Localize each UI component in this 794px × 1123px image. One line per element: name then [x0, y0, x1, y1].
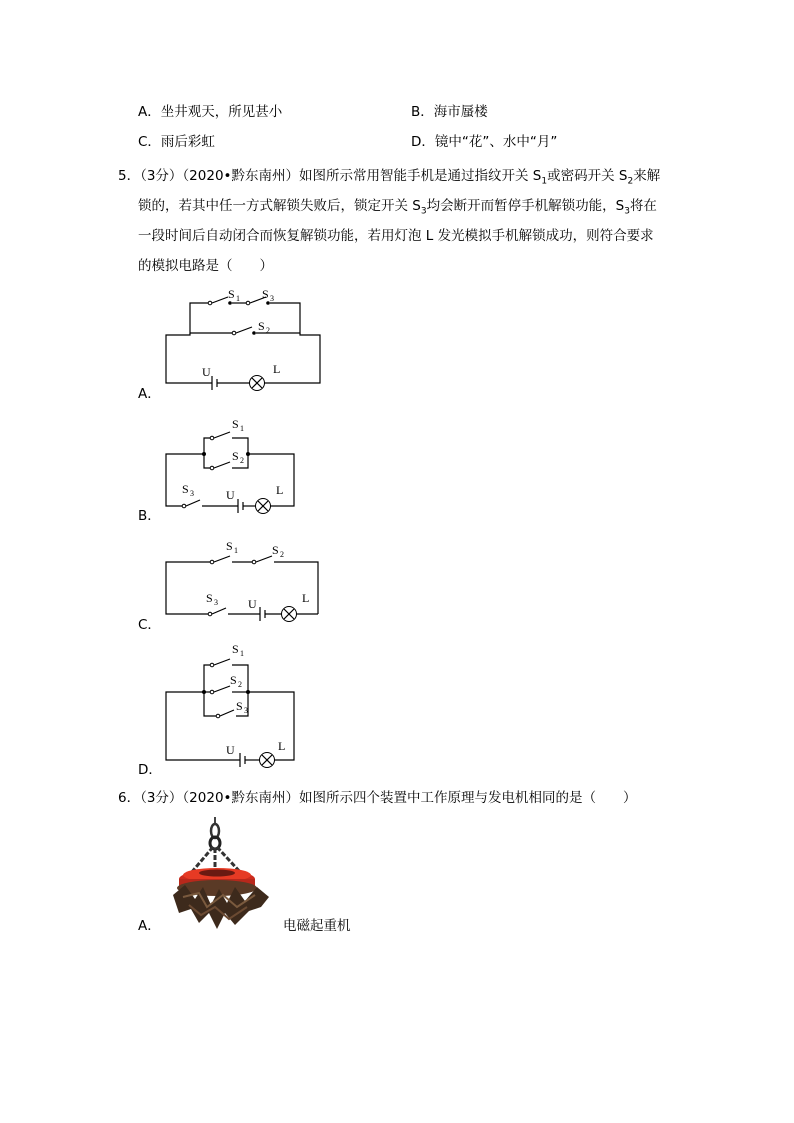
svg-text:2: 2 — [266, 326, 270, 335]
svg-text:3: 3 — [190, 489, 194, 498]
q5-option-c-label: C． — [138, 617, 161, 633]
svg-text:S: S — [230, 673, 237, 687]
svg-text:S: S — [258, 319, 265, 333]
svg-text:S: S — [228, 287, 235, 301]
svg-text:U: U — [226, 743, 235, 757]
svg-text:S: S — [232, 449, 239, 463]
svg-text:1: 1 — [234, 546, 238, 555]
q5-stem-line2: 锁的，若其中任一方式解锁失败后，锁定开关 $S_3$均会断开而暂停手机解锁功能，$S_3$将在 — [138, 198, 657, 217]
q5-option-d-label: D． — [138, 762, 162, 778]
svg-text:1: 1 — [236, 294, 240, 303]
svg-text:S: S — [182, 482, 189, 496]
q4-option-c: C．雨后彩虹 — [138, 134, 215, 150]
q4-option-b: B．海市蜃楼 — [411, 104, 488, 120]
q5-stem-line1: 5．（3分）（2020•黔东南州）如图所示常用智能手机是通过指纹开关 $S_1$或密码开关 $S_2$来解 — [118, 168, 661, 187]
q5-option-a-label: A． — [138, 386, 161, 402]
electromagnetic-crane-image — [165, 815, 283, 933]
svg-text:L: L — [278, 739, 286, 753]
svg-text:3: 3 — [244, 706, 248, 715]
q6-option-a-caption: 电磁起重机 — [283, 918, 351, 934]
q5-stem-line4: 的模拟电路是（ ） — [138, 258, 273, 274]
svg-text:S: S — [206, 591, 213, 605]
svg-text:1: 1 — [240, 649, 244, 658]
svg-text:U: U — [226, 488, 235, 502]
svg-text:3: 3 — [214, 598, 218, 607]
svg-text:2: 2 — [240, 456, 244, 465]
svg-text:U: U — [202, 365, 211, 379]
q5-option-b-label: B． — [138, 508, 161, 524]
svg-text:3: 3 — [270, 294, 274, 303]
svg-text:S: S — [272, 543, 279, 557]
svg-text:S: S — [236, 699, 243, 713]
circuit-diagram-d — [160, 640, 310, 775]
q4-option-d: D．镜中“花”、水中“月” — [411, 134, 558, 150]
svg-text:2: 2 — [238, 680, 242, 689]
svg-text:S: S — [232, 417, 239, 431]
svg-text:U: U — [248, 597, 257, 611]
circuit-diagram-c — [160, 538, 330, 628]
svg-text:L: L — [276, 483, 284, 497]
svg-text:S: S — [262, 287, 269, 301]
q5-stem-line3: 一段时间后自动闭合而恢复解锁功能，若用灯泡 L 发光模拟手机解锁成功，则符合要求 — [138, 228, 654, 244]
q6-stem: 6．（3分）（2020•黔东南州）如图所示四个装置中工作原理与发电机相同的是（ ） — [118, 790, 637, 806]
svg-text:L: L — [302, 591, 310, 605]
svg-text:L: L — [273, 362, 281, 376]
svg-text:1: 1 — [240, 424, 244, 433]
q6-option-a-label: A． — [138, 918, 161, 934]
svg-text:S: S — [226, 539, 233, 553]
svg-text:S: S — [232, 642, 239, 656]
q4-option-a: A．坐井观天，所见甚小 — [138, 104, 283, 120]
svg-text:2: 2 — [280, 550, 284, 559]
circuit-diagram-b — [160, 416, 310, 516]
circuit-diagram-a — [160, 288, 330, 388]
